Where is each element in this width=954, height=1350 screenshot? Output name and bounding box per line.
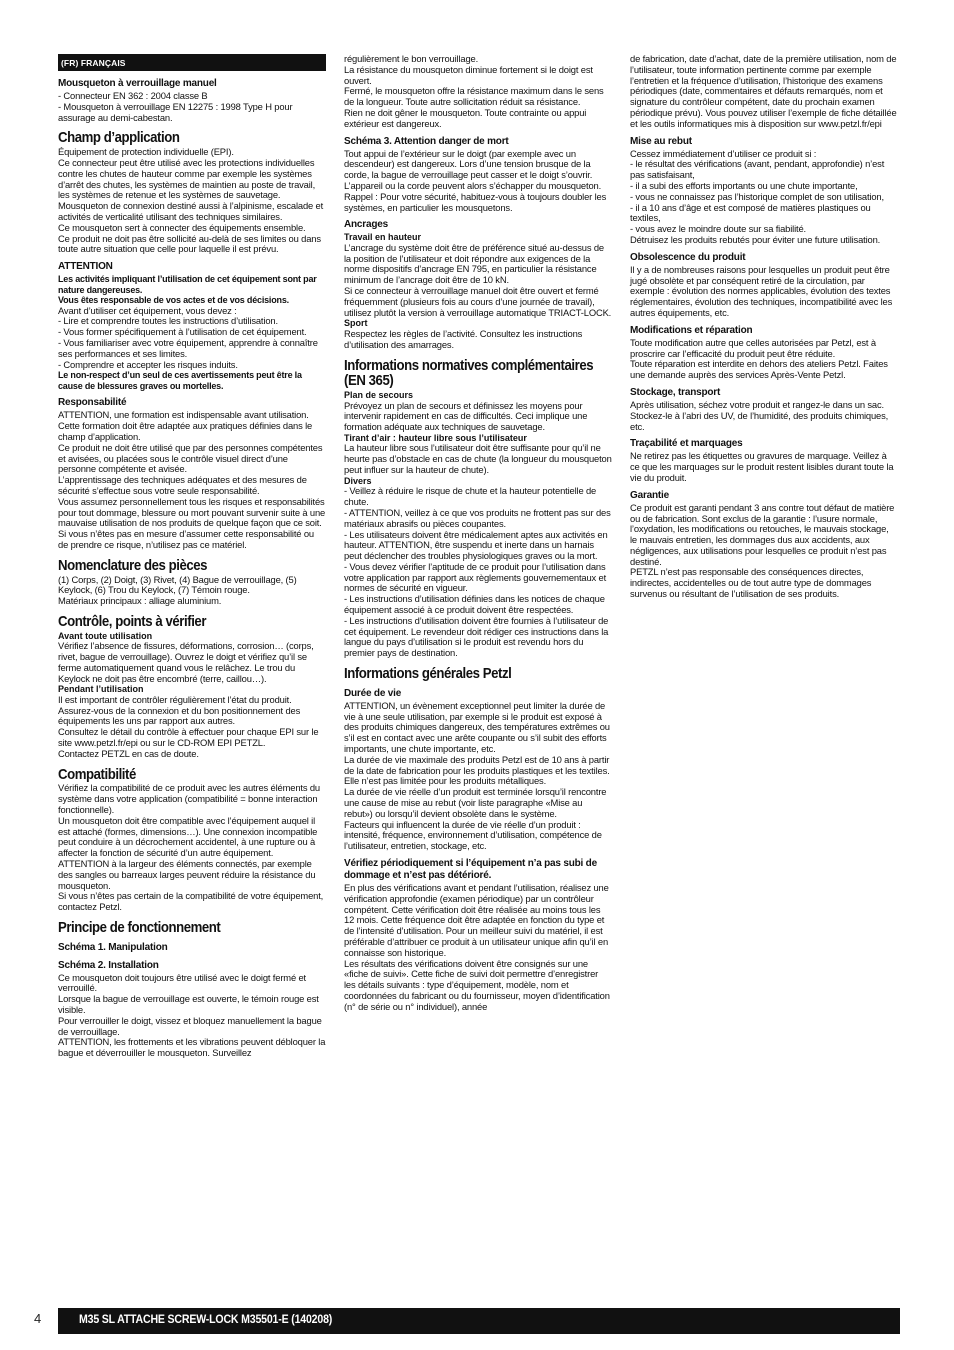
bold-warning-text: Les activités impliquant l’utilisation de cet équipement sont par nature dangereuses. Vous êtes responsable de vos actes et de vos décisions. (58, 274, 317, 306)
body-text: Cessez immédiatement d’utiliser ce produit si : - le résultat des vérifications (avant, pendant, approfondie) n’est pas satisfaisant, - il a subi des efforts importants ou une chute importante, - vous ne connaissez pas l’historique complet de son utilisation, - il a 10 ans d’âge et est composé de matières plastiques ou textiles, - vous avez le moindre doute sur sa fiabilité. Détruisez les produits rebutés pour éviter une future utilisation. (630, 147, 885, 245)
subheading: Mise au rebut (630, 135, 692, 147)
subheading: Modifications et réparation (630, 324, 753, 336)
inline-subheading: Plan de secours (344, 390, 414, 401)
subheading: Schéma 2. Installation (58, 959, 159, 971)
body-text: Il y a de nombreuses raisons pour lesquelles un produit peut être jugé obsolète et par conséquent retiré de la circulation, par exemple : évolution des normes applicables, évolution des textes réglementaires, évolution des techniques, incompatibilité avec les autres équipements, etc. (630, 263, 893, 318)
section-heading: Informations générales Petzl (344, 665, 512, 683)
subheading: Garantie (630, 489, 669, 501)
body-text: Après utilisation, séchez votre produit et rangez-le dans un sac. Stockez-le à l’abri des UV, de l’humidité, des produits chimiques, etc. (630, 398, 889, 432)
subheading: Mousqueton à verrouillage manuel (58, 78, 217, 89)
inline-subheading: Tirant d’air : hauteur libre sous l’utilisateur (344, 432, 527, 443)
column-1 (58, 54, 326, 1059)
subheading: Schéma 1. Manipulation (58, 941, 168, 953)
subheading: Responsabilité (58, 397, 127, 409)
body-text: Prévoyez un plan de secours et définissez les moyens pour intervenir rapidement en cas de difficultés. Ceci implique une formation adéquate aux techniques de sauvetage. (344, 399, 588, 433)
body-text: Ne retirez pas les étiquettes ou gravures de marquage. Veillez à ce que les marquages sur le produit restent lisibles durant toute la vie du produit. (630, 450, 894, 483)
section-heading: Contrôle, points à vérifier (58, 612, 207, 630)
language-header: (FR) FRANÇAIS (58, 54, 326, 71)
body-text: ATTENTION, un évènement exceptionnel peut limiter la durée de vie à une seule utilisation, par exemple si le produit est exposé à des produits chimiques dangereux, des températures extrêmes ou s’il est en contact avec une arête coupante ou s’il subit des efforts importants, une chute importante, etc. La durée de vie maximale des produits Petzl est de 10 ans à partir de la date de fabrication pour les produits plastiques et les textiles. Elle n’est pas limitée pour les produits métalliques. La durée de vie réelle d’un produit est terminée lorsqu’il rencontre une cause de mise au rebut (voir liste paragraphe «Mise au rebut») ou lorsqu’il devient obsolète dans le système. Facteurs qui influencent la durée de vie réelle d’un produit : intensité, fréquence, environnement d’utilisation, compétence de l’utilisateur, entretien, stockage, etc. (344, 699, 610, 852)
body-text: régulièrement le bon verrouillage. La résistance du mousqueton diminue fortement si le doigt est ouvert. Fermé, le mousqueton offre la résistance maximum dans le sens de la longueur. Toute autre sollicitation réduit sa résistance. Rien ne doit gêner le mousqueton. Toute contrainte ou appui extérieur est dangereux. (344, 53, 604, 129)
section-heading: Nomenclature des pièces (58, 556, 208, 574)
column-2-content (344, 54, 612, 1013)
footer-product-title: M35 SL ATTACHE SCREW-LOCK M35501-E (140208) (79, 1314, 333, 1326)
inline-subheading: Avant toute utilisation (58, 630, 153, 641)
body-text: Avant d’utiliser cet équipement, vous devez : - Lire et comprendre toutes les instructions d’utilisation. - Vous former spécifiquement à l’utilisation de cet équipement. - Vous familiariser avec votre équipement, apprendre à connaître ses performances et ses limites. - Comprendre et accepter les risques induits. (58, 304, 318, 370)
body-text: En plus des vérifications avant et pendant l’utilisation, réalisez une vérification approfondie (examen périodique) par un contrôleur compétent. Cette vérification doit être réalisée au moins tous les 12 mois. Cette fréquence doit être adaptée en fonction du type et de l’intensité d’utilisation. Pour un meilleur suivi du matériel, il est préférable d’attribuer ce produit à un utilisateur unique afin qu’il en connaisse son historique. Les résultats des vérifications doivent être consignés sur une «fiche de suivi». Cette fiche de suivi doit permettre d’enregistrer les détails suivants : type d’équipement, modèle, nom et coordonnées du fabricant ou du fournisseur, moyen d’identification (n° de série ou n° individuel), année (344, 881, 610, 1012)
body-text: ATTENTION, une formation est indispensable avant utilisation. Cette formation doit être adaptée aux pratiques définies dans le champ d’application. Ce produit ne doit être utilisé que par des personnes compétentes et avisées, ou placées sous le contrôle visuel direct d’une personne compétente et avisée. L’apprentissage des techniques adéquates et des mesures de sécurité s’effectue sous votre seule responsabilité. Vous assumez personnellement tous les risques et responsabilités pour tout dommage, blessure ou mort pouvant survenir suite à une mauvaise utilisation de nos produits de quelque façon que ce soit. Si vous n’êtes pas en mesure d’assumer cette responsabilité ou de prendre ce risque, n’utilisez pas ce matériel. (58, 409, 326, 550)
inline-subheading: Divers (344, 475, 372, 486)
inline-subheading: Travail en hauteur (344, 232, 422, 243)
bold-warning-text: Le non-respect d’un seul de ces avertissements peut être la cause de blessures graves ou mortelles. (58, 370, 302, 391)
subheading: Stockage, transport (630, 386, 721, 398)
subheading: Vérifiez périodiquement si l’équipement n’a pas subi de dommage et n’est pas détérioré. (344, 857, 597, 881)
inline-subheading: Sport (344, 318, 368, 329)
subheading: ATTENTION (58, 261, 113, 273)
body-text: Vérifiez l’absence de fissures, déformations, corrosion… (corps, rivet, bague de verrouillage). Ouvrez le doigt et vérifiez qu’il se ferme automatiquement quand vous le relâchez. Le trou du Keylock ne doit pas être encombré (terre, caillou…). (58, 640, 314, 684)
column-1-content (58, 78, 326, 1059)
body-text: Tout appui de l’extérieur sur le doigt (par exemple avec un descendeur) est dangereux. Lors d’une tension brusque de la corde, la bague de verrouillage peut casser et le doigt s’ouvrir. L’appareil ou la corde peuvent alors s’échapper du mousqueton. Rappel : Pour votre sécurité, habituez-vous à toujours doubler les systèmes, en particulier les mousquetons. (344, 147, 607, 213)
body-text: - Connecteur EN 362 : 2004 classe B - Mousqueton à verrouillage EN 12275 : 1998 Type H pour assurage au demi-cabestan. (58, 90, 293, 123)
subheading: Durée de vie (344, 687, 402, 699)
subheading: Ancrages (344, 219, 388, 231)
body-text: Équipement de protection individuelle (EPI). Ce connecteur peut être utilisé avec les protections individuelles contre les chutes de hauteur comme par exemple les systèmes d’arrêt des chutes, les systèmes de maintien au poste de travail, les systèmes de retenue et les systèmes de sauvetage. Mousqueton de connexion destiné aussi à l’alpinisme, escalade et activités de verticalité utilisant des techniques similaires. Ce mousqueton sert à connecter des équipements ensemble. Ce produit ne doit pas être sollicité au-delà de ses limites ou dans toute autre situation que celle pour laquelle il est prévu. (58, 146, 324, 255)
footer-bar (58, 1308, 900, 1334)
subheading: Schéma 3. Attention danger de mort (344, 135, 509, 147)
body-text: Ce mousqueton doit toujours être utilisé avec le doigt fermé et verrouillé. Lorsque la bague de verrouillage est ouverte, le témoin rouge est visible. Pour verrouiller le doigt, vissez et bloquez manuellement la bague de verrouillage. ATTENTION, les frottements et les vibrations peuvent débloquer la bague et déverrouiller le mousqueton. Surveillez (58, 971, 326, 1059)
column-3 (630, 54, 898, 600)
section-heading: Informations normatives complémentaires (EN 365) (344, 356, 594, 390)
column-3-content (630, 54, 898, 600)
body-text: Respectez les règles de l’activité. Consultez les instructions d’utilisation des amarrages. (344, 327, 583, 350)
body-text: (1) Corps, (2) Doigt, (3) Rivet, (4) Bague de verrouillage, (5) Keylock, (6) Trou du Keylock, (7) Témoin rouge. Matériaux principaux : alliage aluminium. (58, 573, 297, 607)
page-number: 4 (34, 1311, 42, 1326)
section-heading: Champ d’application (58, 129, 180, 147)
body-text: L’ancrage du système doit être de préférence situé au-dessus de la position de l’utilisateur et doit répondre aux exigences de la norme dispositifs d’ancrage EN 795, en particulier la résistance minimum de l’ancrage doit être de 10 kN. Si ce connecteur à verrouillage manuel doit être ouvert et fermé fréquemment (plusieurs fois au cours d’une journée de travail), utilisez plutôt la version à verrouillage automatique TRIACT-LOCK. (344, 241, 612, 318)
section-heading: Principe de fonctionnement (58, 918, 221, 936)
body-text: - Veillez à réduire le risque de chute et la hauteur potentielle de chute. - ATTENTION, veillez à ce que vos produits ne frottent pas sur des matériaux abrasifs ou pièces coupantes. - Les utilisateurs doivent être médicalement aptes aux activités en hauteur. ATTENTION, être suspendu et inerte dans un harnais peut déclencher des troubles physiologiques graves ou la mort. - Vous devez vérifier l’aptitude de ce produit pour l’utilisation dans votre application par rapport aux règlements gouvernementaux et normes de sécurité en vigueur. - Les instructions d’utilisation définies dans les notices de chaque équipement associé à ce produit doivent être respectées. - Les instructions d’utilisation doivent être fournies à l’utilisateur de cet équipement. Le revendeur doit rédiger ces instructions dans la langue du pays d’utilisation si le produit est revendu hors du premier pays de destination. (344, 485, 611, 659)
body-text: Il est important de contrôler régulièrement l’état du produit. Assurez-vous de la connexion et du bon positionnement des équipements les uns par rapport aux autres. Consultez le détail du contrôle à effectuer pour chaque EPI sur le site www.petzl.fr/epi ou sur le CD-ROM EPI PETZL. Contactez PETZL en cas de doute. (58, 693, 319, 759)
body-text: Vérifiez la compatibilité de ce produit avec les autres éléments du système dans votre application (compatibilité = bonne interaction fonctionnelle). Un mousqueton doit être compatible avec l’équipement auquel il est attaché (formes, dimensions…). Une connexion incompatible peut conduire à un décrochement accidentel, à une rupture ou à affecter la fonction de sécurité d’un autre équipement. ATTENTION à la largeur des éléments connectés, par exemple des sangles ou barreaux larges peuvent réduire la résistance du mousqueton. Si vous n’êtes pas certain de la compatibilité de votre équipement, contactez Petzl. (58, 782, 324, 913)
subheading: Obsolescence du produit (630, 251, 746, 263)
body-text: La hauteur libre sous l’utilisateur doit être suffisante pour qu’il ne heurte pas d’obstacle en cas de chute (la longueur du mousqueton peut influer sur la hauteur de chute). (344, 442, 612, 476)
body-text: Toute modification autre que celles autorisées par Petzl, est à proscrire car l’efficacité du produit peut être réduite. Toute réparation est interdite en dehors des ateliers Petzl. Faites une demande auprès des services Après-Vente Petzl. (630, 336, 888, 381)
section-heading: Compatibilité (58, 765, 136, 783)
body-text: Ce produit est garanti pendant 3 ans contre tout défaut de matière ou de fabrication. Sont exclus de la garantie : l’usure normale, l’oxydation, les modifications ou retouches, le mauvais stockage, le mauvais entretien, les dommages dus aux accidents, aux négligences, aux utilisations pour lesquelles ce produit n’est pas destiné. PETZL n’est pas responsable des conséquences directes, indirectes, accidentelles ou de tout autre type de dommages survenus ou résultant de l’utilisation de ses produits. (630, 501, 895, 600)
subheading: Traçabilité et marquages (630, 438, 743, 450)
inline-subheading: Pendant l’utilisation (58, 684, 144, 695)
body-text: de fabrication, date d’achat, date de la première utilisation, nom de l’utilisateur, toute information pertinente comme par exemple l’entretien et la fréquence d’utilisation, l’historique des examens périodiques (date, commentaires et défauts remarqués, nom et signature du contrôleur compétent, date du prochain examen périodique prévu). Vous pouvez utiliser l’exemple de fiche détaillée et les outils informatiques mis à disposition sur www.petzl.fr/epi (630, 53, 897, 129)
column-2 (344, 54, 612, 1013)
